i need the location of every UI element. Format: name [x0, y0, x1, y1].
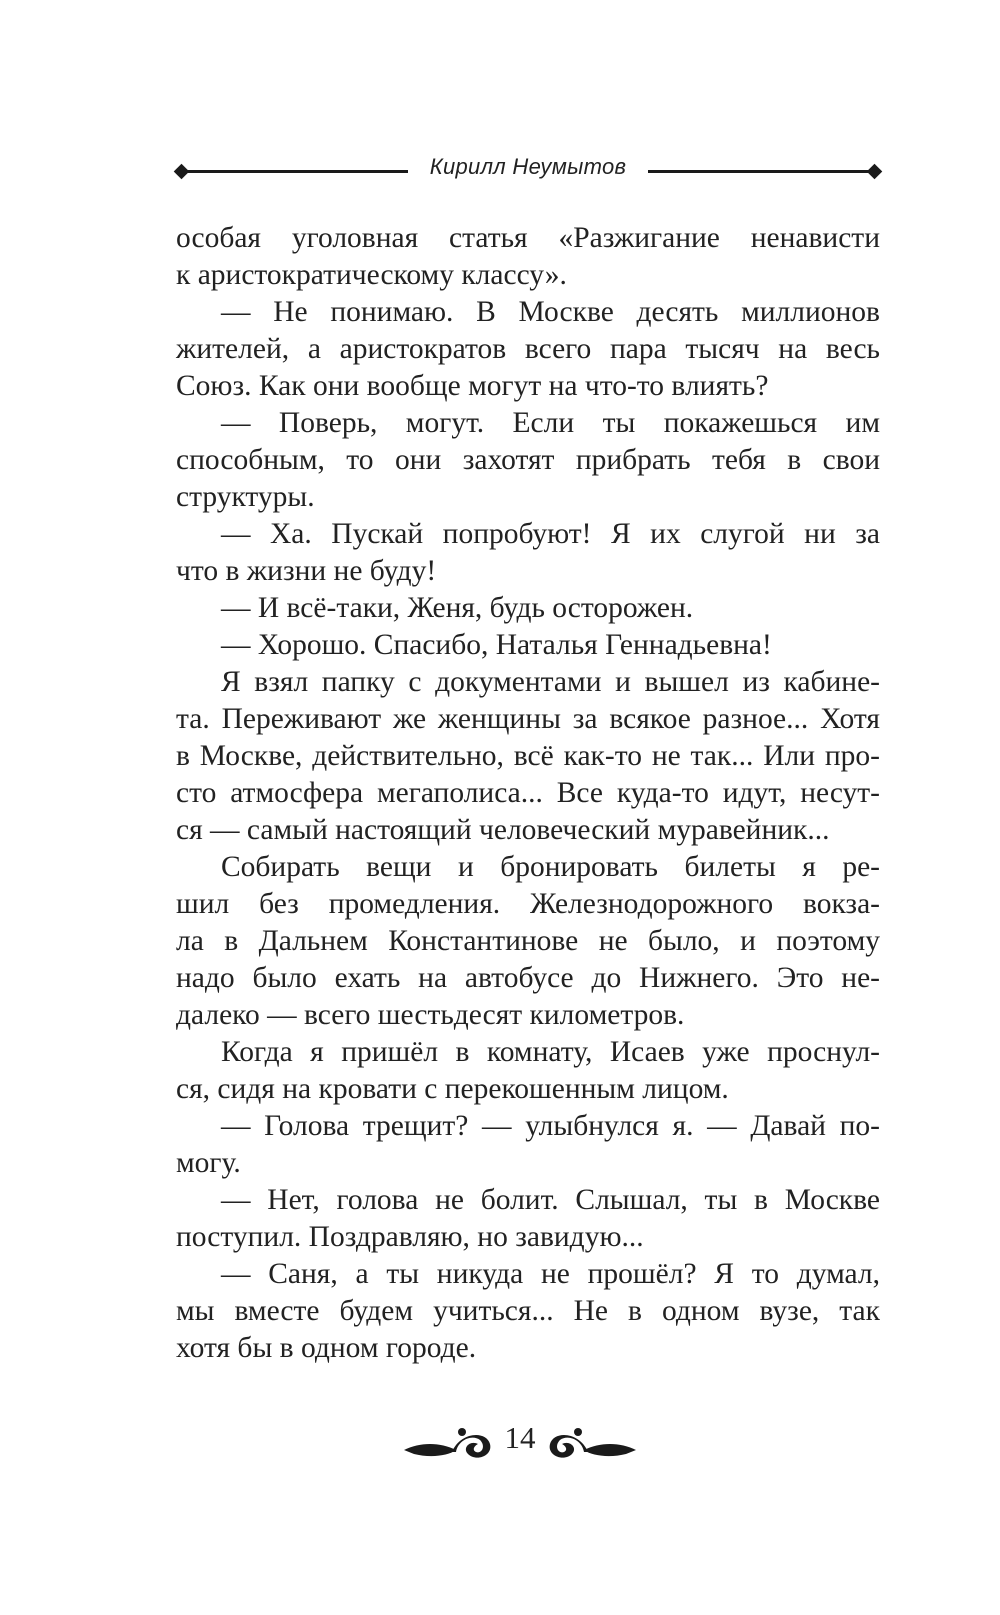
text-line: способным, то они захотят прибрать тебя в свои — [176, 444, 880, 476]
text-line: далеко — всего шестьдесят километров. — [176, 999, 685, 1031]
text-line: жителей, а аристократов всего пара тысяч на весь — [176, 333, 880, 365]
page-folio — [400, 1412, 640, 1472]
text-line: — Голова трещит? — улыбнулся я. — Давай по- — [221, 1110, 880, 1142]
text-line: — Не понимаю. В Москве десять миллионов — [221, 296, 880, 328]
text-line: ла в Дальнем Константинове не было, и поэтому — [176, 925, 880, 957]
text-line: Союз. Как они вообще могут на что-то влиять? — [176, 370, 769, 402]
swirl-ornament-right-icon — [540, 1420, 640, 1466]
text-line: мы вместе будем учиться... Не в одном вузе, так — [176, 1295, 880, 1327]
text-line: — Нет, голова не болит. Слышал, ты в Москве — [221, 1184, 880, 1216]
text-line: — Ха. Пускай попробуют! Я их слугой ни за — [221, 518, 880, 550]
text-line: шил без промедления. Железнодорожного вокза- — [176, 888, 880, 920]
text-line: сто атмосфера мегаполиса... Все куда-то идут, несут- — [176, 777, 880, 809]
header-rule-right — [648, 170, 874, 173]
text-line: — И всё-таки, Женя, будь осторожен. — [221, 592, 694, 624]
text-line: — Саня, а ты никуда не прошёл? Я то думал, — [221, 1258, 880, 1290]
text-line: что в жизни не буду! — [176, 555, 437, 587]
text-line: в Москве, действительно, всё как-то не так... Или про- — [176, 740, 880, 772]
swirl-ornament-left-icon — [400, 1420, 500, 1466]
text-line: ся, сидя на кровати с перекошенным лицом. — [176, 1073, 729, 1105]
text-line: особая уголовная статья «Разжигание ненависти — [176, 222, 880, 254]
text-line: надо было ехать на автобусе до Нижнего. Это не- — [176, 962, 880, 994]
text-line: Собирать вещи и бронировать билеты я ре- — [221, 851, 880, 883]
text-line: хотя бы в одном городе. — [176, 1332, 477, 1364]
text-line: — Поверь, могут. Если ты покажешься им — [221, 407, 880, 439]
body-text — [176, 220, 880, 1367]
text-line: ся — самый настоящий человеческий муравейник... — [176, 814, 830, 846]
text-line: Когда я пришёл в комнату, Исаев уже проснул- — [221, 1036, 880, 1068]
text-line: та. Переживают же женщины за всякое разное... Хотя — [176, 703, 880, 735]
text-line: могу. — [176, 1147, 241, 1179]
text-line: поступил. Поздравляю, но завидую... — [176, 1221, 644, 1253]
text-line: — Хорошо. Спасибо, Наталья Геннадьевна! — [221, 629, 772, 661]
text-line: структуры. — [176, 481, 315, 513]
text-line: к аристократическому классу». — [176, 259, 567, 291]
author-name: Кирилл Неумытов — [429, 154, 627, 179]
text-line: Я взял папку с документами и вышел из кабине- — [221, 666, 880, 698]
page-number: 14 — [504, 1420, 536, 1455]
running-head — [176, 150, 880, 190]
